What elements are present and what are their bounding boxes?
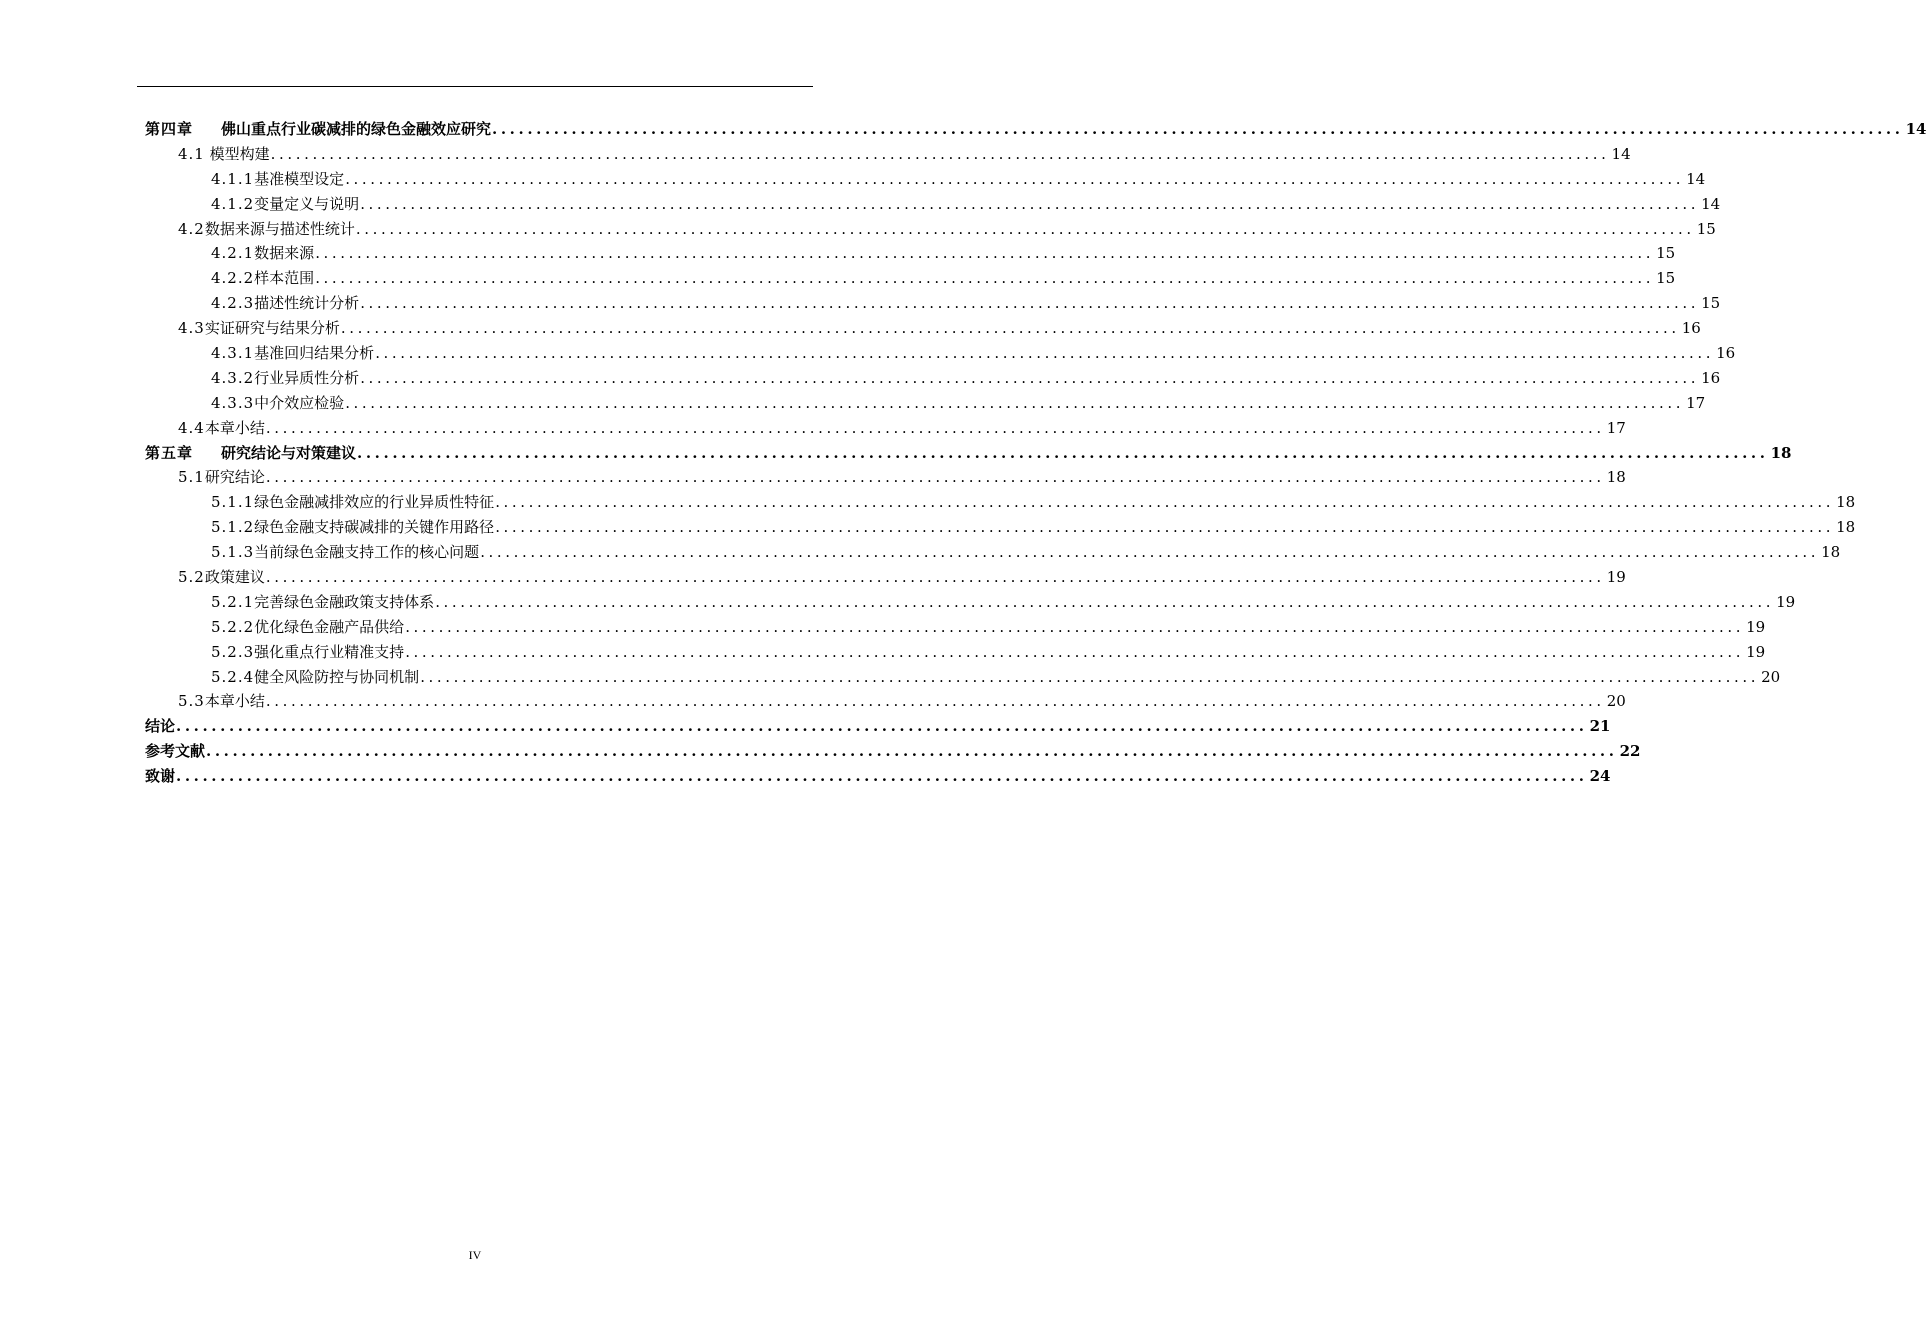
toc-entry-page: 17 [1686,393,1706,412]
toc-entry-page: 17 [1606,418,1626,437]
toc-entry[interactable] [145,441,1792,466]
toc-entry-title [211,266,314,291]
toc-entry-page: 16 [1681,319,1701,338]
toc-dot-leader: ................................................................................................................................................................ [315,269,1655,288]
toc-entry-page: 14 [1686,169,1706,188]
toc-entry[interactable] [145,366,1721,391]
toc-dot-leader: ................................................................................................................................................................ [495,493,1835,512]
toc-entry[interactable] [145,714,1611,739]
toc-entry-text: 基准模型设定 [254,169,345,188]
toc-entry-page: 20 [1761,667,1781,686]
toc-entry-title [211,540,479,565]
toc-entry-page: 18 [1836,518,1856,537]
toc-entry-title [178,217,355,242]
toc-entry-number: 5.3 [178,692,205,711]
toc-entry-page: 19 [1746,642,1766,661]
toc-entry[interactable] [145,640,1766,665]
toc-entry-text: 研究结论与对策建议 [221,443,357,462]
toc-entry[interactable] [145,167,1706,192]
toc-entry[interactable] [145,316,1701,341]
toc-entry-page: 22 [1619,742,1641,761]
toc-entry-title [211,341,374,366]
toc-entry-number: 5.1.3 [211,543,255,562]
toc-entry-number: 第四章 [145,120,194,138]
toc-entry[interactable] [145,266,1676,291]
toc-entry-title [145,441,356,466]
toc-entry-text: 数据来源 [254,244,315,263]
toc-dot-leader: ................................................................................................................................................................ [357,443,1769,462]
toc-entry-page: 18 [1770,443,1792,462]
toc-entry-page: 19 [1606,568,1626,587]
toc-dot-leader: ................................................................................................................................................................ [492,120,1904,138]
toc-entry-page: 24 [1589,767,1611,786]
toc-entry-text: 样本范围 [254,269,315,288]
toc-dot-leader: ................................................................................................................................................................ [265,468,1605,487]
toc-entry[interactable] [145,241,1676,266]
toc-entry-title [211,615,404,640]
toc-dot-leader: ................................................................................................................................................................ [480,543,1820,562]
toc-dot-leader: ................................................................................................................................................................ [265,568,1605,587]
toc-entry-page: 15 [1656,269,1676,288]
toc-dot-leader: ................................................................................................................................................................ [270,144,1610,163]
toc-entry-text: 结论 [145,717,176,736]
toc-entry-page: 19 [1776,592,1796,611]
toc-entry-text: 实证研究与结果分析 [204,319,340,338]
toc-dot-leader: ................................................................................................................................................................ [405,642,1745,661]
toc-entry-text: 模型构建 [204,144,270,163]
toc-entry-page: 15 [1701,294,1721,313]
toc-entry-text: 数据来源与描述性统计 [204,219,355,238]
toc-entry-text: 佛山重点行业碳减排的绿色金融效应研究 [221,120,492,138]
toc-entry[interactable] [145,117,1926,142]
toc-entry-page: 21 [1589,717,1611,736]
toc-dot-leader: ................................................................................................................................................................ [265,418,1605,437]
toc-entry-page: 15 [1656,244,1676,263]
toc-entry-title [145,714,175,739]
toc-entry-title [211,640,404,665]
toc-entry[interactable] [145,515,1856,540]
toc-entry-title [178,565,265,590]
toc-entry-page: 14 [1611,144,1631,163]
toc-entry-text: 变量定义与说明 [254,194,360,213]
toc-entry-title [211,241,314,266]
toc-entry-text: 本章小结 [204,418,265,437]
toc-entry-title [178,416,265,441]
toc-entry[interactable] [145,665,1781,690]
toc-entry-text: 当前绿色金融支持工作的核心问题 [254,543,480,562]
toc-entry-title [178,465,265,490]
page-number: IV [468,1248,482,1262]
toc-entry-title [145,739,205,764]
toc-entry-text: 健全风险防控与协同机制 [254,667,420,686]
toc-entry[interactable] [145,341,1736,366]
toc-dot-leader: ................................................................................................................................................................ [206,742,1618,761]
toc-entry-text: 优化绿色金融产品供给 [254,617,405,636]
toc-entry-page: 18 [1606,468,1626,487]
toc-entry-number: 4.1.2 [211,194,255,213]
toc-entry-number: 4.3.1 [211,344,255,363]
toc-entry[interactable] [145,217,1716,242]
table-of-contents [145,117,1926,789]
toc-entry-title [178,689,265,714]
toc-entry-number: 4.2.2 [211,269,255,288]
toc-dot-leader: ................................................................................................................................................................ [405,617,1745,636]
toc-dot-leader: ................................................................................................................................................................ [345,393,1685,412]
toc-entry[interactable] [145,391,1706,416]
header-rule [137,86,813,87]
toc-entry-number: 4.3.2 [211,368,255,387]
toc-dot-leader: ................................................................................................................................................................ [420,667,1760,686]
toc-entry-title [211,590,434,615]
toc-entry-number: 4.1.1 [211,169,255,188]
toc-entry-text: 本章小结 [204,692,265,711]
toc-entry-text: 参考文献 [145,742,206,761]
toc-entry[interactable] [145,739,1641,764]
toc-entry-text: 绿色金融支持碳减排的关键作用路径 [254,518,495,537]
toc-entry-number: 5.2.2 [211,617,255,636]
toc-dot-leader: ................................................................................................................................................................ [176,767,1588,786]
toc-entry[interactable] [145,764,1611,789]
toc-dot-leader: ................................................................................................................................................................ [340,319,1680,338]
toc-entry-text: 基准回归结果分析 [254,344,375,363]
toc-entry-page: 18 [1821,543,1841,562]
toc-dot-leader: ................................................................................................................................................................ [315,244,1655,263]
toc-entry-number: 4.3 [178,319,205,338]
toc-entry-title [145,764,175,789]
toc-dot-leader: ................................................................................................................................................................ [345,169,1685,188]
toc-entry-number: 5.2.3 [211,642,255,661]
toc-entry-text: 行业异质性分析 [254,368,360,387]
toc-entry-title [211,366,359,391]
toc-entry-text: 中介效应检验 [254,393,345,412]
toc-entry-title [211,167,344,192]
toc-entry-number: 5.1.2 [211,518,255,537]
toc-entry-number: 4.4 [178,418,205,437]
toc-entry[interactable] [145,615,1766,640]
toc-entry-number: 5.1 [178,468,205,487]
toc-entry-page: 16 [1701,368,1721,387]
toc-entry[interactable] [145,565,1626,590]
toc-entry-page: 20 [1606,692,1626,711]
toc-entry-title [211,291,359,316]
toc-dot-leader: ................................................................................................................................................................ [495,518,1835,537]
toc-entry[interactable] [145,689,1626,714]
toc-entry-title [178,142,270,167]
toc-entry-page: 14 [1701,194,1721,213]
toc-entry-title [211,391,344,416]
toc-entry-text: 完善绿色金融政策支持体系 [254,592,435,611]
toc-entry-page: 16 [1716,344,1736,363]
toc-entry-text: 致谢 [145,767,176,786]
toc-entry-number: 5.2.4 [211,667,255,686]
toc-entry-number: 4.2.3 [211,294,255,313]
toc-entry-text: 描述性统计分析 [254,294,360,313]
toc-entry-page: 18 [1836,493,1856,512]
toc-entry-title [178,316,340,341]
toc-entry-page: 15 [1696,219,1716,238]
toc-dot-leader: ................................................................................................................................................................ [265,692,1605,711]
toc-entry[interactable] [145,540,1841,565]
toc-dot-leader: ................................................................................................................................................................ [375,344,1715,363]
toc-entry[interactable] [145,416,1626,441]
toc-dot-leader: ................................................................................................................................................................ [176,717,1588,736]
toc-entry-number: 4.2.1 [211,244,255,263]
toc-entry-page: 19 [1746,617,1766,636]
toc-dot-leader: ................................................................................................................................................................ [435,592,1775,611]
toc-entry[interactable] [145,192,1721,217]
toc-entry-number: 第五章 [145,443,194,462]
toc-dot-leader: ................................................................................................................................................................ [355,219,1695,238]
toc-entry-text: 强化重点行业精准支持 [254,642,405,661]
toc-entry-text: 政策建议 [204,568,265,587]
toc-entry-number: 4.3.3 [211,393,255,412]
toc-entry-number: 4.2 [178,219,205,238]
toc-dot-leader: ................................................................................................................................................................ [360,194,1700,213]
toc-dot-leader: ................................................................................................................................................................ [360,368,1700,387]
toc-entry-title [145,117,491,142]
toc-entry-number: 5.1.1 [211,493,255,512]
toc-dot-leader: ................................................................................................................................................................ [360,294,1700,313]
toc-entry-number: 4.1 [178,144,205,163]
toc-entry[interactable] [145,291,1721,316]
toc-entry-title [211,192,359,217]
toc-entry-number: 5.2.1 [211,592,255,611]
toc-entry-title [211,490,494,515]
toc-entry-text: 研究结论 [204,468,265,487]
toc-entry-text: 绿色金融减排效应的行业异质性特征 [254,493,495,512]
toc-entry-title [211,665,419,690]
toc-entry[interactable] [145,590,1796,615]
toc-entry-page: 14 [1905,120,1926,138]
toc-entry-title [211,515,494,540]
toc-entry[interactable] [145,142,1631,167]
toc-entry[interactable] [145,490,1856,515]
toc-entry-number: 5.2 [178,568,205,587]
toc-entry[interactable] [145,465,1626,490]
